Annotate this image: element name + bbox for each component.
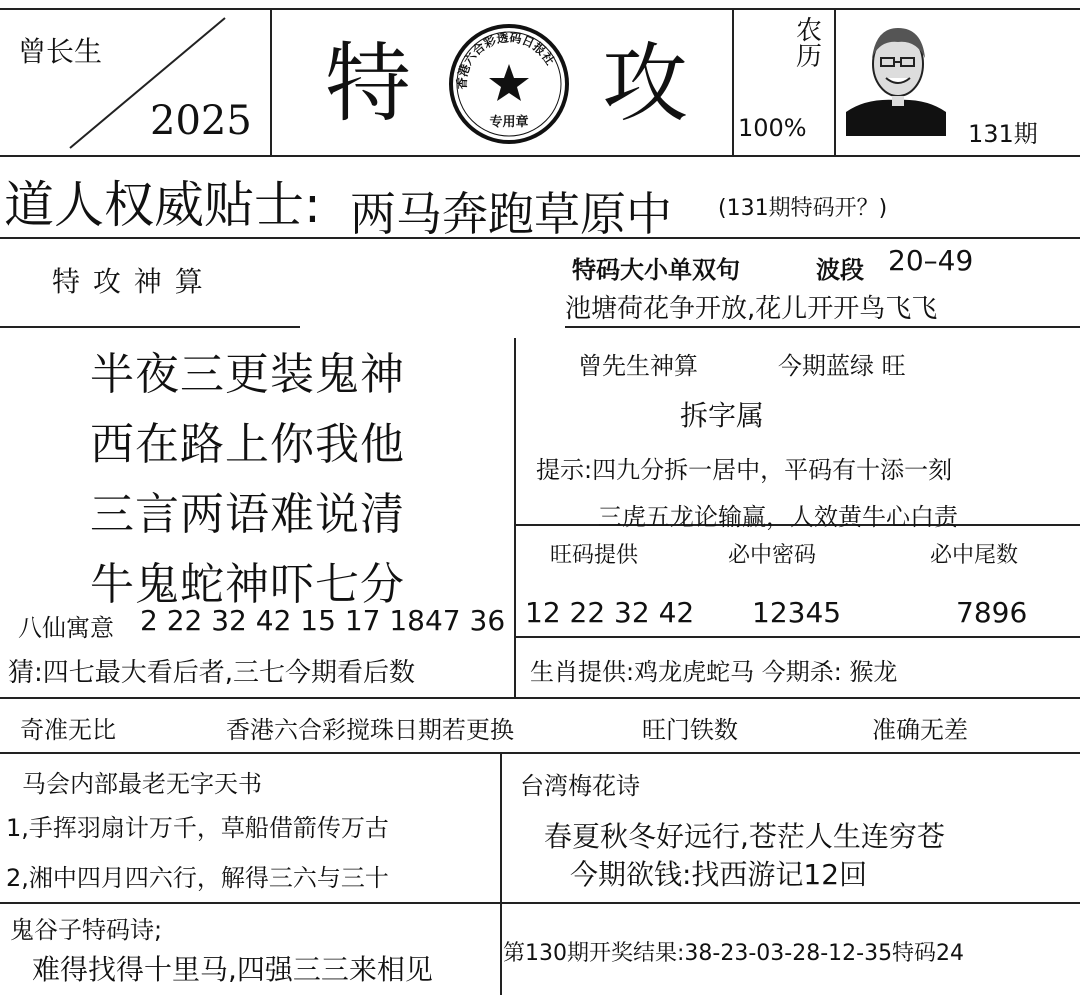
this-period-colors: 今期蓝绿 旺 xyxy=(778,352,906,380)
banner-item-3: 旺门铁数 xyxy=(642,716,738,744)
meihua-title: 台湾梅花诗 xyxy=(520,772,640,800)
shengxiao-line: 生肖提供:鸡龙虎蛇马 今期杀: 猴龙 xyxy=(530,658,898,686)
header-bottom-line xyxy=(0,155,1080,157)
book-title: 马会内部最老无字天书 xyxy=(22,770,262,798)
banner-top-line xyxy=(0,697,1080,699)
baxian-label: 八仙寓意 xyxy=(18,614,114,642)
author-name: 曾长生 xyxy=(18,35,103,68)
title-char-right: 攻 xyxy=(602,34,688,134)
guiguzi-line: 难得找得十里马,四强三三来相见 xyxy=(32,953,433,986)
headline-note: (131期特码开？) xyxy=(718,196,888,221)
portrait-avatar xyxy=(846,18,946,136)
size-odd-even-label: 特码大小单双句 xyxy=(572,256,740,284)
header-divider-2 xyxy=(732,8,734,155)
percent-value: 100% xyxy=(738,114,807,142)
guess-line: 猜:四七最大看后者,三七今期看后数 xyxy=(8,658,416,688)
verse-line-2: 西在路上你我他 xyxy=(90,419,405,470)
book-line-2: 2,湘中四月四六行，解得三六与三十 xyxy=(6,864,389,892)
guiguzi-title: 鬼谷子特码诗; xyxy=(10,916,163,944)
hint-line-1: 提示:四九分拆一居中，平码有十添一刻 xyxy=(536,456,953,484)
seal-stamp xyxy=(447,22,571,146)
col3-label: 必中尾数 xyxy=(930,543,1019,568)
col2-value: 12345 xyxy=(752,596,842,629)
col1-value: 12 22 32 42 xyxy=(525,596,695,629)
headline-label: 道人权威贴士: xyxy=(4,176,321,234)
section2-left-line xyxy=(0,326,300,328)
lunar-label: 农历 xyxy=(796,16,823,72)
verse-line-3: 三言两语难说清 xyxy=(90,489,405,540)
issue-number: 131期 xyxy=(968,120,1038,148)
banner-item-1: 奇准无比 xyxy=(20,716,116,744)
section2-right-line xyxy=(565,326,1080,328)
col3-value: 7896 xyxy=(956,596,1028,629)
hint-line-2: 三虎五龙论输赢，人效黄牛心白责 xyxy=(598,503,958,531)
svg-text:专用章: 专用章 xyxy=(489,115,529,130)
headline-text: 两马奔跑草原中 xyxy=(350,187,672,241)
verse-line-1: 半夜三更装鬼神 xyxy=(90,349,405,400)
svg-text:香港六合彩透码日报社: 香港六合彩透码日报社 xyxy=(454,30,558,90)
meihua-line-2: 今期欲钱:找西游记12回 xyxy=(570,858,868,891)
wave-label: 波段 xyxy=(816,256,864,284)
title-char-left: 特 xyxy=(325,34,411,134)
wave-value: 20–49 xyxy=(888,244,974,277)
baxian-numbers: 2 22 32 42 15 17 1847 36 xyxy=(140,604,506,637)
chaizi-label: 拆字属 xyxy=(680,399,765,432)
special-attack-label: 特 攻 神 算 xyxy=(52,265,205,298)
verse-line-4: 牛鬼蛇神吓七分 xyxy=(90,559,405,610)
codes-bottom-line xyxy=(515,636,1080,638)
banner-item-2: 香港六合彩搅珠日期若更换 xyxy=(226,716,514,744)
meihua-line-1: 春夏秋冬好远行,苍茫人生连穷苍 xyxy=(544,820,945,853)
header-divider-3 xyxy=(834,8,836,155)
previous-result: 第130期开奖结果:38-23-03-28-12-35特码24 xyxy=(503,941,965,966)
bottom-divider xyxy=(500,752,502,995)
poems-bottom-line xyxy=(0,902,1080,904)
col2-label: 必中密码 xyxy=(728,543,817,568)
zeng-label: 曾先生神算 xyxy=(578,352,698,380)
banner-item-4: 准确无差 xyxy=(872,716,968,744)
header-divider-1 xyxy=(270,8,272,155)
banner-bottom-line xyxy=(0,752,1080,754)
col1-label: 旺码提供 xyxy=(550,543,639,568)
section2-poem: 池塘荷花争开放,花儿开开鸟飞飞 xyxy=(565,294,938,324)
year: 2025 xyxy=(150,98,252,144)
book-line-1: 1,手挥羽扇计万千，草船借箭传万古 xyxy=(6,814,389,842)
middle-divider xyxy=(514,338,516,697)
